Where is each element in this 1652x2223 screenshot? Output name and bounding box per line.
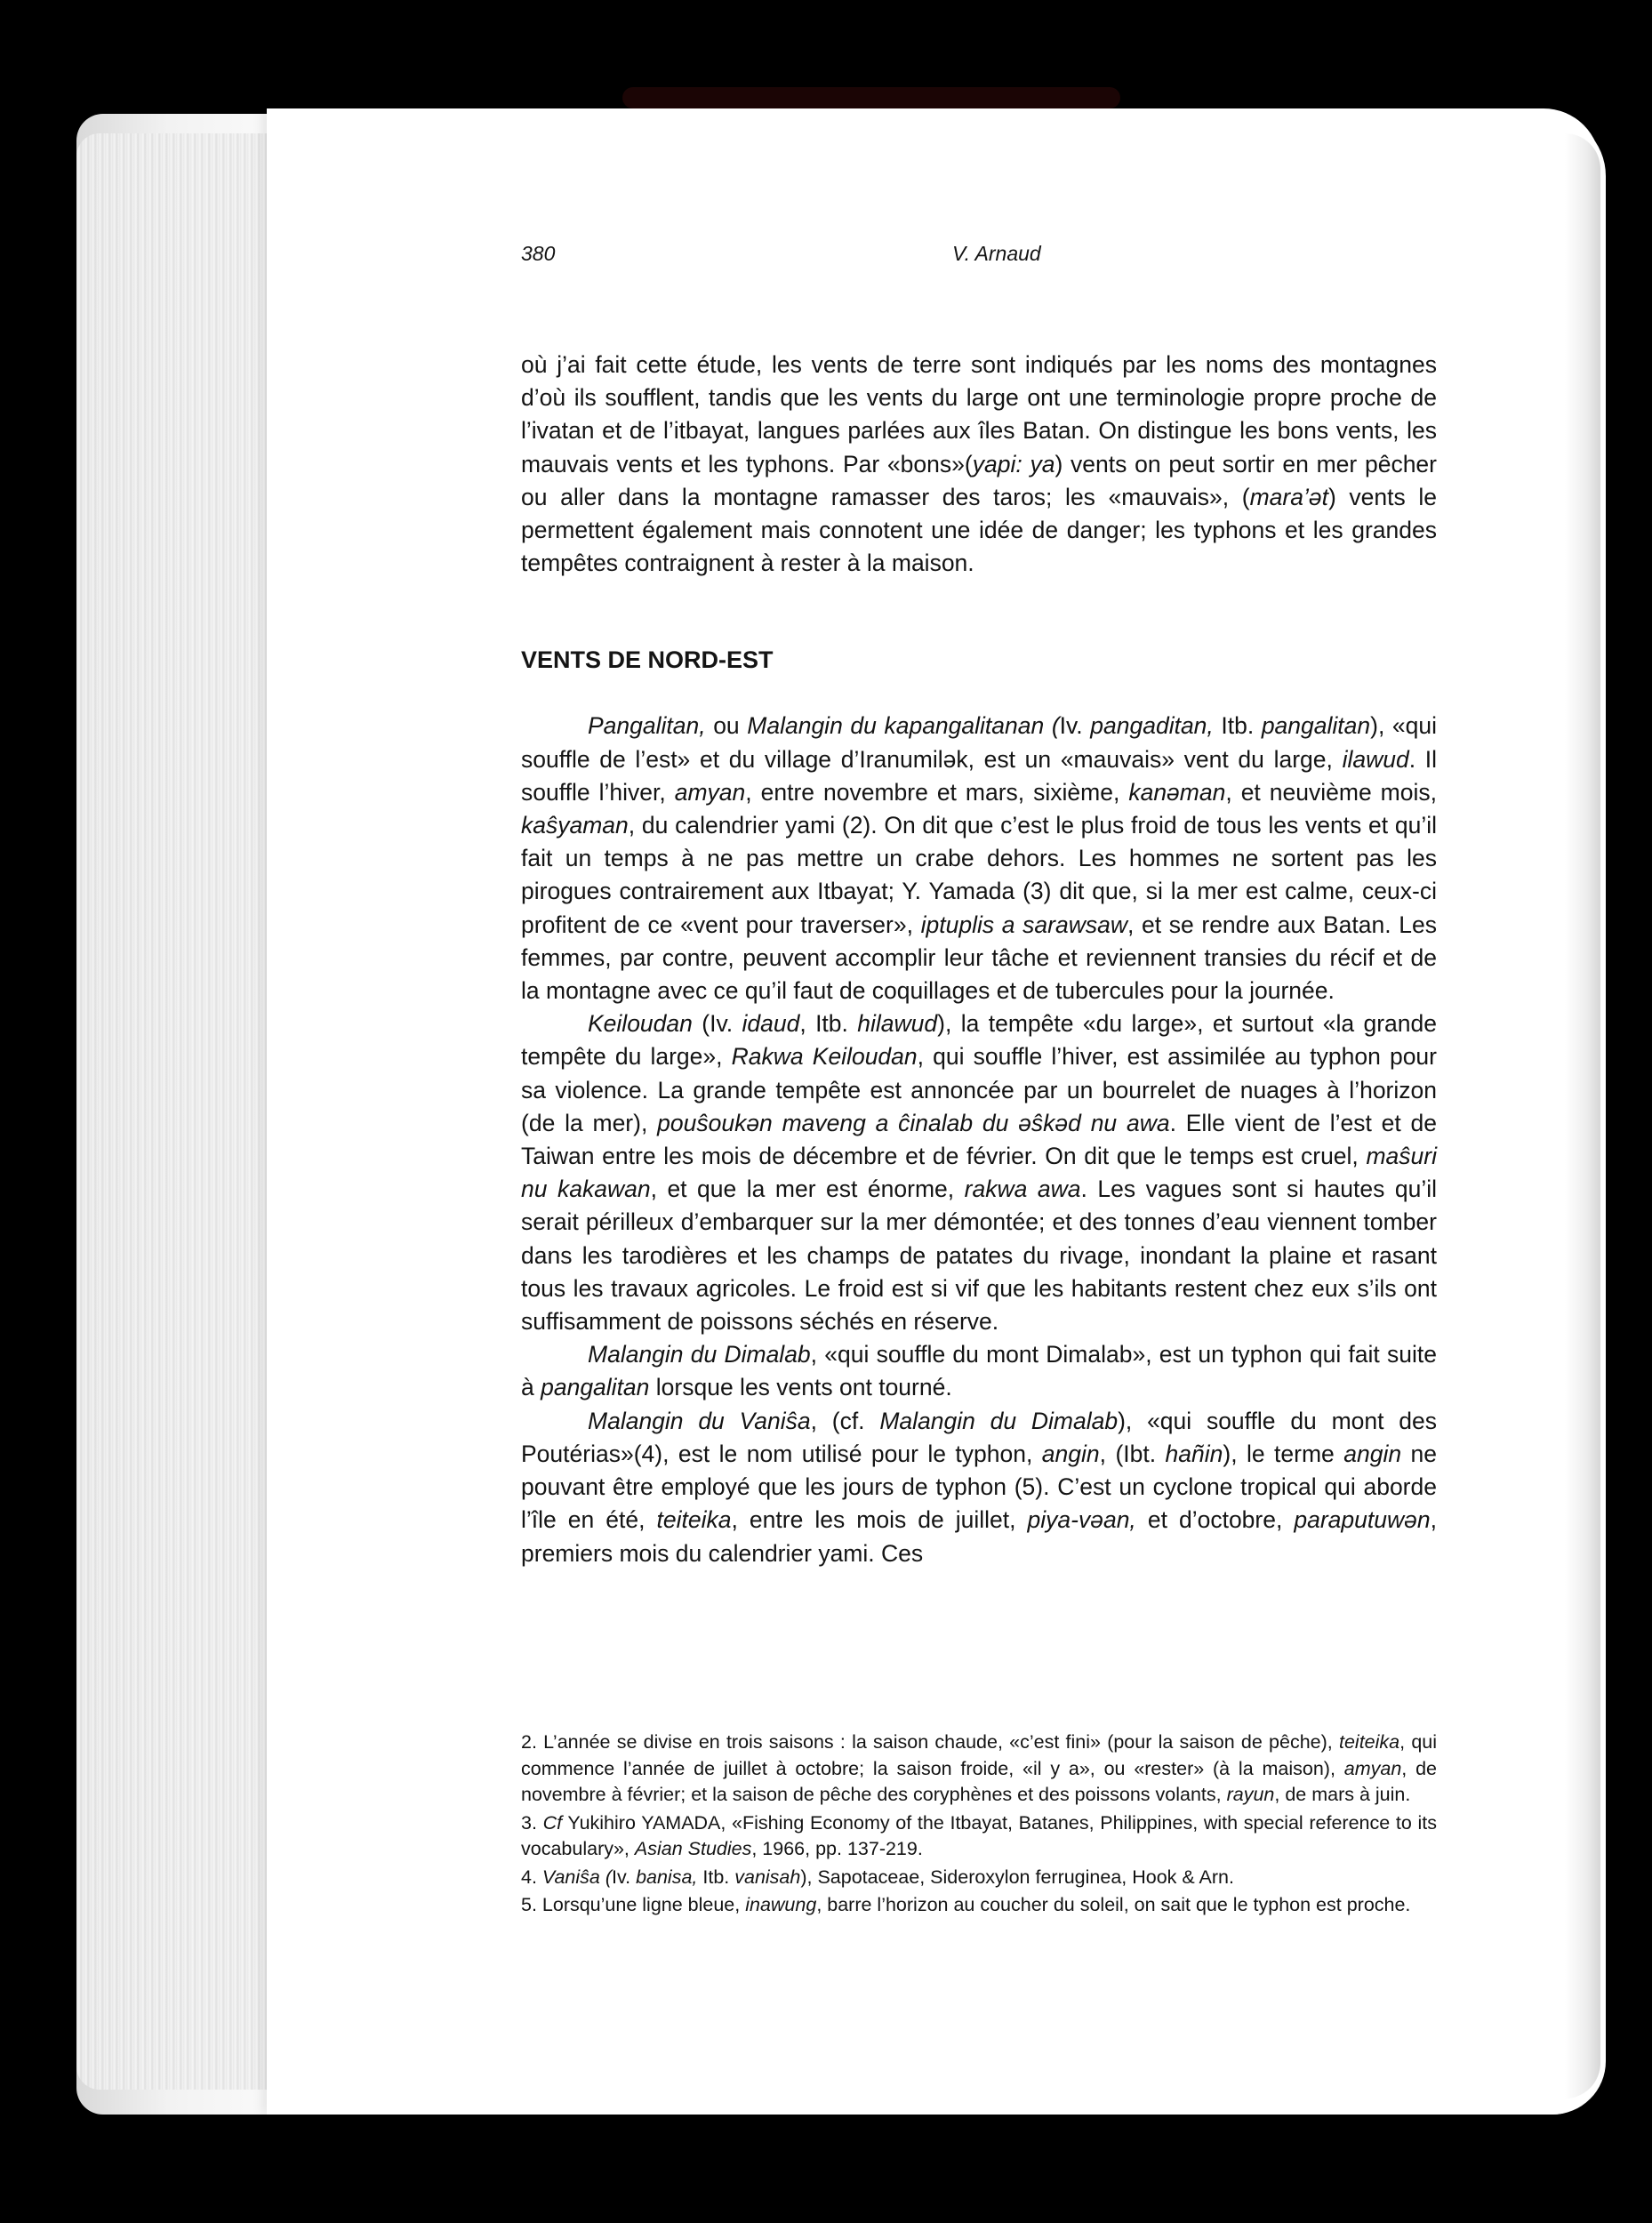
text-run: où j’ai fait cette étude, les vents de terre sont indiqués par les noms des montagnes d’où ils soufflent, tandis que les vents du large ont une terminologie propre proche de l’ivatan et de l’itbayat, langues parlées aux îles Batan. On distingue les bons vents, les mauvais vents et les typhons. Par «bons»( [521,351,1437,478]
page-edges [76,133,281,2090]
footnote-5 [521,1892,1437,1919]
italic-term: maŝuri nu kakawan [521,1143,1437,1203]
text-run: Itb. [1213,712,1262,740]
paragraph-intro [521,349,1437,580]
text-run: , de novembre à février; et la saison de pêche des coryphènes et des poissons volants, [521,1757,1437,1805]
italic-term: Malangin du kapangalitanan ( [747,712,1060,740]
text-run: , et que la mer est énorme, [650,1176,965,1203]
paragraph-vanisa [521,1405,1437,1570]
italic-term: rakwa awa [964,1176,1081,1203]
italic-term: Malangin du Dimalab [879,1407,1119,1434]
italic-term: angin [1343,1440,1402,1467]
italic-term: pangalitan [1261,712,1371,740]
text-run: ), «qui souffle de l’est» et du village d’Iranumilək, est un «mauvais» vent du large, [521,712,1438,773]
italic-term: amyan [1343,1757,1402,1779]
italic-term: hilawud [857,1010,938,1038]
italic-term: inawung [745,1894,817,1915]
footnotes [521,1729,1437,1921]
text-run: , et se rendre aux Batan. Les femmes, par contre, peuvent accomplir leur tâche et reviennent transies du récif et de la montagne avec ce qu’il faut de coquillages et de tubercules pour la journée. [521,911,1437,1005]
footnote-2 [521,1729,1437,1809]
italic-term: paraputuwən [1294,1506,1431,1534]
paragraph-keiloudan [521,1007,1437,1338]
text-run: 4. [521,1866,542,1888]
text-run: 5. Lorsqu’une ligne bleue, [521,1894,746,1915]
text-run: Yukihiro YAMADA, «Fishing Economy of the Itbayat, Batanes, Philippines, with special reference to its vocabulary», [521,1811,1438,1859]
italic-term: banisa, [636,1866,698,1888]
footnote-4 [521,1865,1437,1891]
italic-term: teiteika [656,1506,732,1534]
italic-term: pouŝoukən maveng a ĉinalab du əŝkəd nu awa [657,1109,1170,1136]
italic-term: amyan [674,778,746,806]
show-through-mark [622,87,1120,108]
text-run: . Il souffle l’hiver, [521,745,1437,806]
paragraph-dimalab [521,1338,1437,1404]
text-run: ) vents le permettent également mais connotent une idée de danger; les typhons et les grandes tempêtes contraignent à rester à la maison. [521,483,1438,577]
italic-term: yapi: ya [972,450,1055,478]
text-run: , du calendrier yami (2). On dit que c’est le plus froid de tous les vents et qu’il fait un temps à ne pas mettre un crabe dehors. Les hommes ne sortent pas les pirogues contrairement aux Itbayat; Y. Yamada (3) dit que, si la mer est calme, ceux-ci profitent de ce «vent pour traverser», [521,812,1437,938]
italic-term: Malangin du Dimalab [588,1341,811,1368]
italic-term: Pangalitan, [588,712,706,740]
text-run: ), le terme [1223,1440,1344,1467]
italic-term: pangalitan [541,1374,650,1401]
text-run: . Les vagues sont si hautes qu’il serait périlleux d’embarquer sur la mer démontée; et des tonnes d’eau viennent tomber dans les tarodières et les champs de patates du rivage, inondant la plaine et rasant tous les travaux agricoles. Le froid est si vif que les habitants restent chez eux s’ils ont suffisamment de poissons séchés en réserve. [521,1176,1437,1336]
page-number: 380 [521,242,556,265]
italic-term: Cf [542,1811,563,1834]
italic-term: Malangin du Vaniŝa [588,1407,811,1434]
text-run: , Itb. [799,1010,858,1038]
text-run: , et neuvième mois, [1225,778,1437,806]
text-run: lorsque les vents ont tourné. [649,1374,952,1401]
italic-term: kaŝyaman [521,812,629,839]
text-run: (Iv. [692,1010,742,1038]
text-run: , «qui souffle du mont Dimalab», est un typhon qui fait suite à [521,1341,1437,1401]
italic-term: Asian Studies [634,1838,752,1859]
text-run: ), «qui souffle du mont des Poutérias»(4), est le nom utilisé pour le typhon, [521,1407,1437,1467]
section-heading: VENTS DE NORD-EST [521,646,774,674]
italic-term: idaud [742,1010,800,1038]
text-run: , qui commence l’année de juillet à octobre; la saison froide, «il y a», ou «rester» (à la maison), [521,1731,1438,1779]
text-run: ne pouvant être employé que les jours de typhon (5). C’est un cyclone tropical qui aborde l’île en été, [521,1440,1437,1534]
text-run: ), Sapotaceae, Sideroxylon ferruginea, Hook & Arn. [800,1866,1234,1888]
text-run: , entre les mois de juillet, [731,1506,1028,1534]
page-curl-edge [1565,133,1600,2099]
italic-term: angin [1041,1440,1100,1467]
italic-term: Keiloudan [588,1010,693,1038]
text-run: , de mars à juin. [1274,1784,1411,1805]
italic-term: Rakwa Keiloudan [731,1043,918,1071]
italic-term: vanisah [734,1866,801,1888]
main-text-column [521,242,1437,1570]
text-run: ) vents on peut sortir en mer pêcher ou aller dans la montagne ramasser des taros; les «mauvais», ( [521,450,1437,510]
text-run: et d’octobre, [1135,1506,1295,1534]
running-head-author: V. Arnaud [952,242,1041,265]
text-run: , 1966, pp. 137-219. [751,1838,923,1859]
text-run: , entre novembre et mars, sixième, [745,778,1129,806]
text-run: Iv. [611,1866,637,1888]
text-run: . Elle vient de l’est et de Taiwan entre les mois de décembre et de février. On dit que le temps est cruel, [521,1109,1438,1170]
text-run: , (Ibt. [1099,1440,1166,1467]
text-run: , (cf. [810,1407,880,1434]
italic-term: kanəman [1128,778,1226,806]
text-run: , premiers mois du calendrier yami. Ces [521,1506,1437,1567]
text-run: , barre l’horizon au coucher du soleil, on sait que le typhon est proche. [816,1894,1411,1915]
italic-term: ilawud [1342,745,1409,773]
text-run: ou [705,712,748,740]
italic-term: Vaniŝa ( [541,1866,612,1888]
italic-term: pangaditan, [1090,712,1214,740]
italic-term: teiteika [1339,1731,1400,1753]
italic-term: hañin [1165,1440,1223,1467]
text-run: ), la tempête «du large», et surtout «la grande tempête du large», [521,1010,1437,1071]
text-run: Itb. [697,1866,735,1888]
italic-term: iptuplis a sarawsaw [920,911,1127,938]
text-run: 2. L’année se divise en trois saisons : la saison chaude, «c’est fini» (pour la saison de pêche), [521,1731,1339,1753]
paragraph-pangalitan [521,710,1437,1007]
footnote-3 [521,1810,1437,1863]
text-run: , qui souffle l’hiver, est assimilée au typhon pour sa violence. La grande tempête est annoncée par un bourrelet de nuages à l’horizon (de la mer), [521,1043,1437,1136]
italic-term: rayun [1226,1784,1275,1805]
text-run: Iv. [1059,712,1091,740]
text-run: 3. [521,1811,543,1834]
italic-term: piya-vəan, [1027,1506,1136,1534]
running-head [521,242,1437,274]
italic-term: mara’ət [1249,483,1328,510]
